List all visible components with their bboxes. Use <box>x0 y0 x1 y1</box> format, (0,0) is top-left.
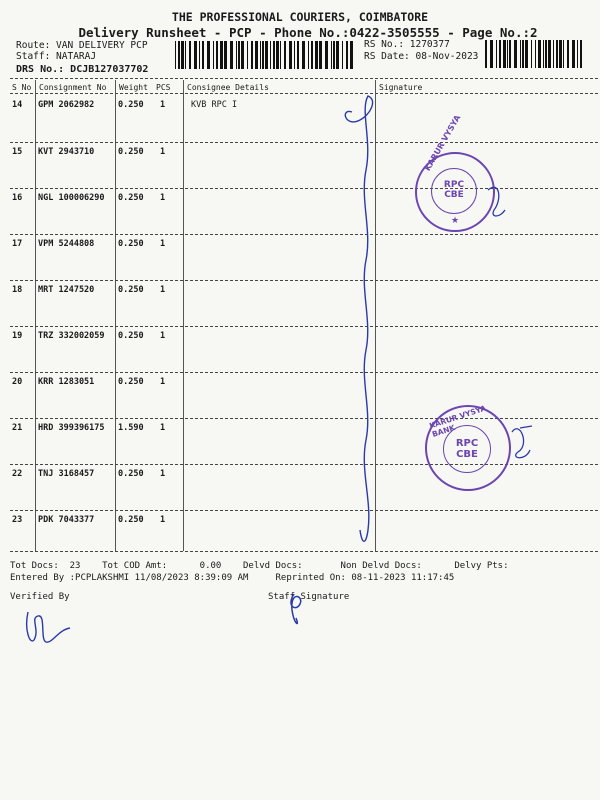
row-pcs: 1 <box>160 469 166 479</box>
row-pcs: 1 <box>160 285 166 295</box>
col-header-sno: S No <box>12 83 32 92</box>
stamp-line2: CBE <box>444 190 464 200</box>
signature-long-stroke <box>345 96 372 541</box>
row-consignment: GPM 2062982 <box>38 100 95 110</box>
row-weight: 0.250 <box>118 193 144 203</box>
row-weight: 0.250 <box>118 239 144 249</box>
staff-label: Staff: NATARAJ <box>16 51 97 62</box>
route-label: Route: VAN DELIVERY PCP <box>16 40 148 51</box>
rs-date: RS Date: 08-Nov-2023 <box>364 51 479 62</box>
row-weight: 0.250 <box>118 331 144 341</box>
col-header-pcs: PCS <box>156 83 171 92</box>
row-consignment: HRD 399396175 <box>38 423 105 433</box>
star-icon: ★ <box>451 216 460 226</box>
runsheet-title: Delivery Runsheet - PCP - Phone No.:0422-3505555 - Page No.:2 <box>78 25 538 40</box>
row-sno: 19 <box>12 331 23 341</box>
row-weight: 0.250 <box>118 469 144 479</box>
company-title: THE PROFESSIONAL COURIERS, COIMBATORE <box>171 10 429 24</box>
col-header-consignee: Consignee Details <box>187 83 269 92</box>
row-consignment: MRT 1247520 <box>38 285 95 295</box>
row-consignment: TNJ 3168457 <box>38 469 95 479</box>
rs-number: RS No.: 1270377 <box>364 39 450 50</box>
row-consignee: KVB RPC I <box>191 100 238 110</box>
totals-line: Tot Docs: 23 Tot COD Amt: 0.00 Delvd Docs: Non Delvd Docs: Delvy Pts: <box>10 561 509 571</box>
row-sno: 20 <box>12 377 23 387</box>
row-sno: 22 <box>12 469 23 479</box>
stamp-line1: RPC <box>443 180 465 191</box>
row-pcs: 1 <box>160 331 166 341</box>
drs-number: DRS No.: DCJB127037702 <box>16 64 149 75</box>
row-pcs: 1 <box>160 100 166 110</box>
row-sno: 16 <box>12 193 23 203</box>
stamp-line2: CBE <box>456 449 478 460</box>
row-pcs: 1 <box>160 515 166 525</box>
row-sno: 15 <box>12 147 23 157</box>
stamp-ring-text: KARUR VYSYA BANK <box>428 403 488 439</box>
col-header-consignment: Consignment No <box>39 83 107 92</box>
row-weight: 0.250 <box>118 377 144 387</box>
staff-signature-label: Staff Signature <box>268 592 350 602</box>
row-sno: 14 <box>12 100 23 110</box>
row-sno: 18 <box>12 285 23 295</box>
signature-mark-bottom <box>512 426 532 458</box>
row-weight: 0.250 <box>118 147 144 157</box>
stamp-line1: RPC <box>455 438 479 449</box>
row-weight: 0.250 <box>118 515 144 525</box>
row-pcs: 1 <box>160 193 166 203</box>
row-consignment: KVT 2943710 <box>38 147 95 157</box>
col-header-signature: Signature <box>379 83 423 92</box>
row-consignment: TRZ 332002059 <box>38 331 105 341</box>
row-pcs: 1 <box>160 147 166 157</box>
staff-signature-mark <box>291 594 301 624</box>
row-weight: 0.250 <box>118 285 144 295</box>
row-sno: 21 <box>12 423 23 433</box>
row-sno: 17 <box>12 239 23 249</box>
entered-by-line: Entered By :PCPLAKSHMI 11/08/2023 8:39:09 AM Reprinted On: 08-11-2023 11:17:45 <box>10 573 455 583</box>
col-header-weight: Weight <box>119 83 148 92</box>
stamp-ring-text: KARUR VYSYA <box>423 113 463 173</box>
row-pcs: 1 <box>160 239 166 249</box>
row-consignment: NGL 100006290 <box>38 193 105 203</box>
signature-mark-top <box>488 187 505 216</box>
row-weight: 1.590 <box>118 423 144 433</box>
row-weight: 0.250 <box>118 100 144 110</box>
row-sno: 23 <box>12 515 23 525</box>
row-consignment: PDK 7043377 <box>38 515 95 525</box>
row-consignment: VPM 5244808 <box>38 239 95 249</box>
row-pcs: 1 <box>160 377 166 387</box>
row-pcs: 1 <box>160 423 166 433</box>
verified-by-label: Verified By <box>10 592 70 602</box>
row-consignment: KRR 1283051 <box>38 377 95 387</box>
verifier-signature <box>27 612 70 642</box>
